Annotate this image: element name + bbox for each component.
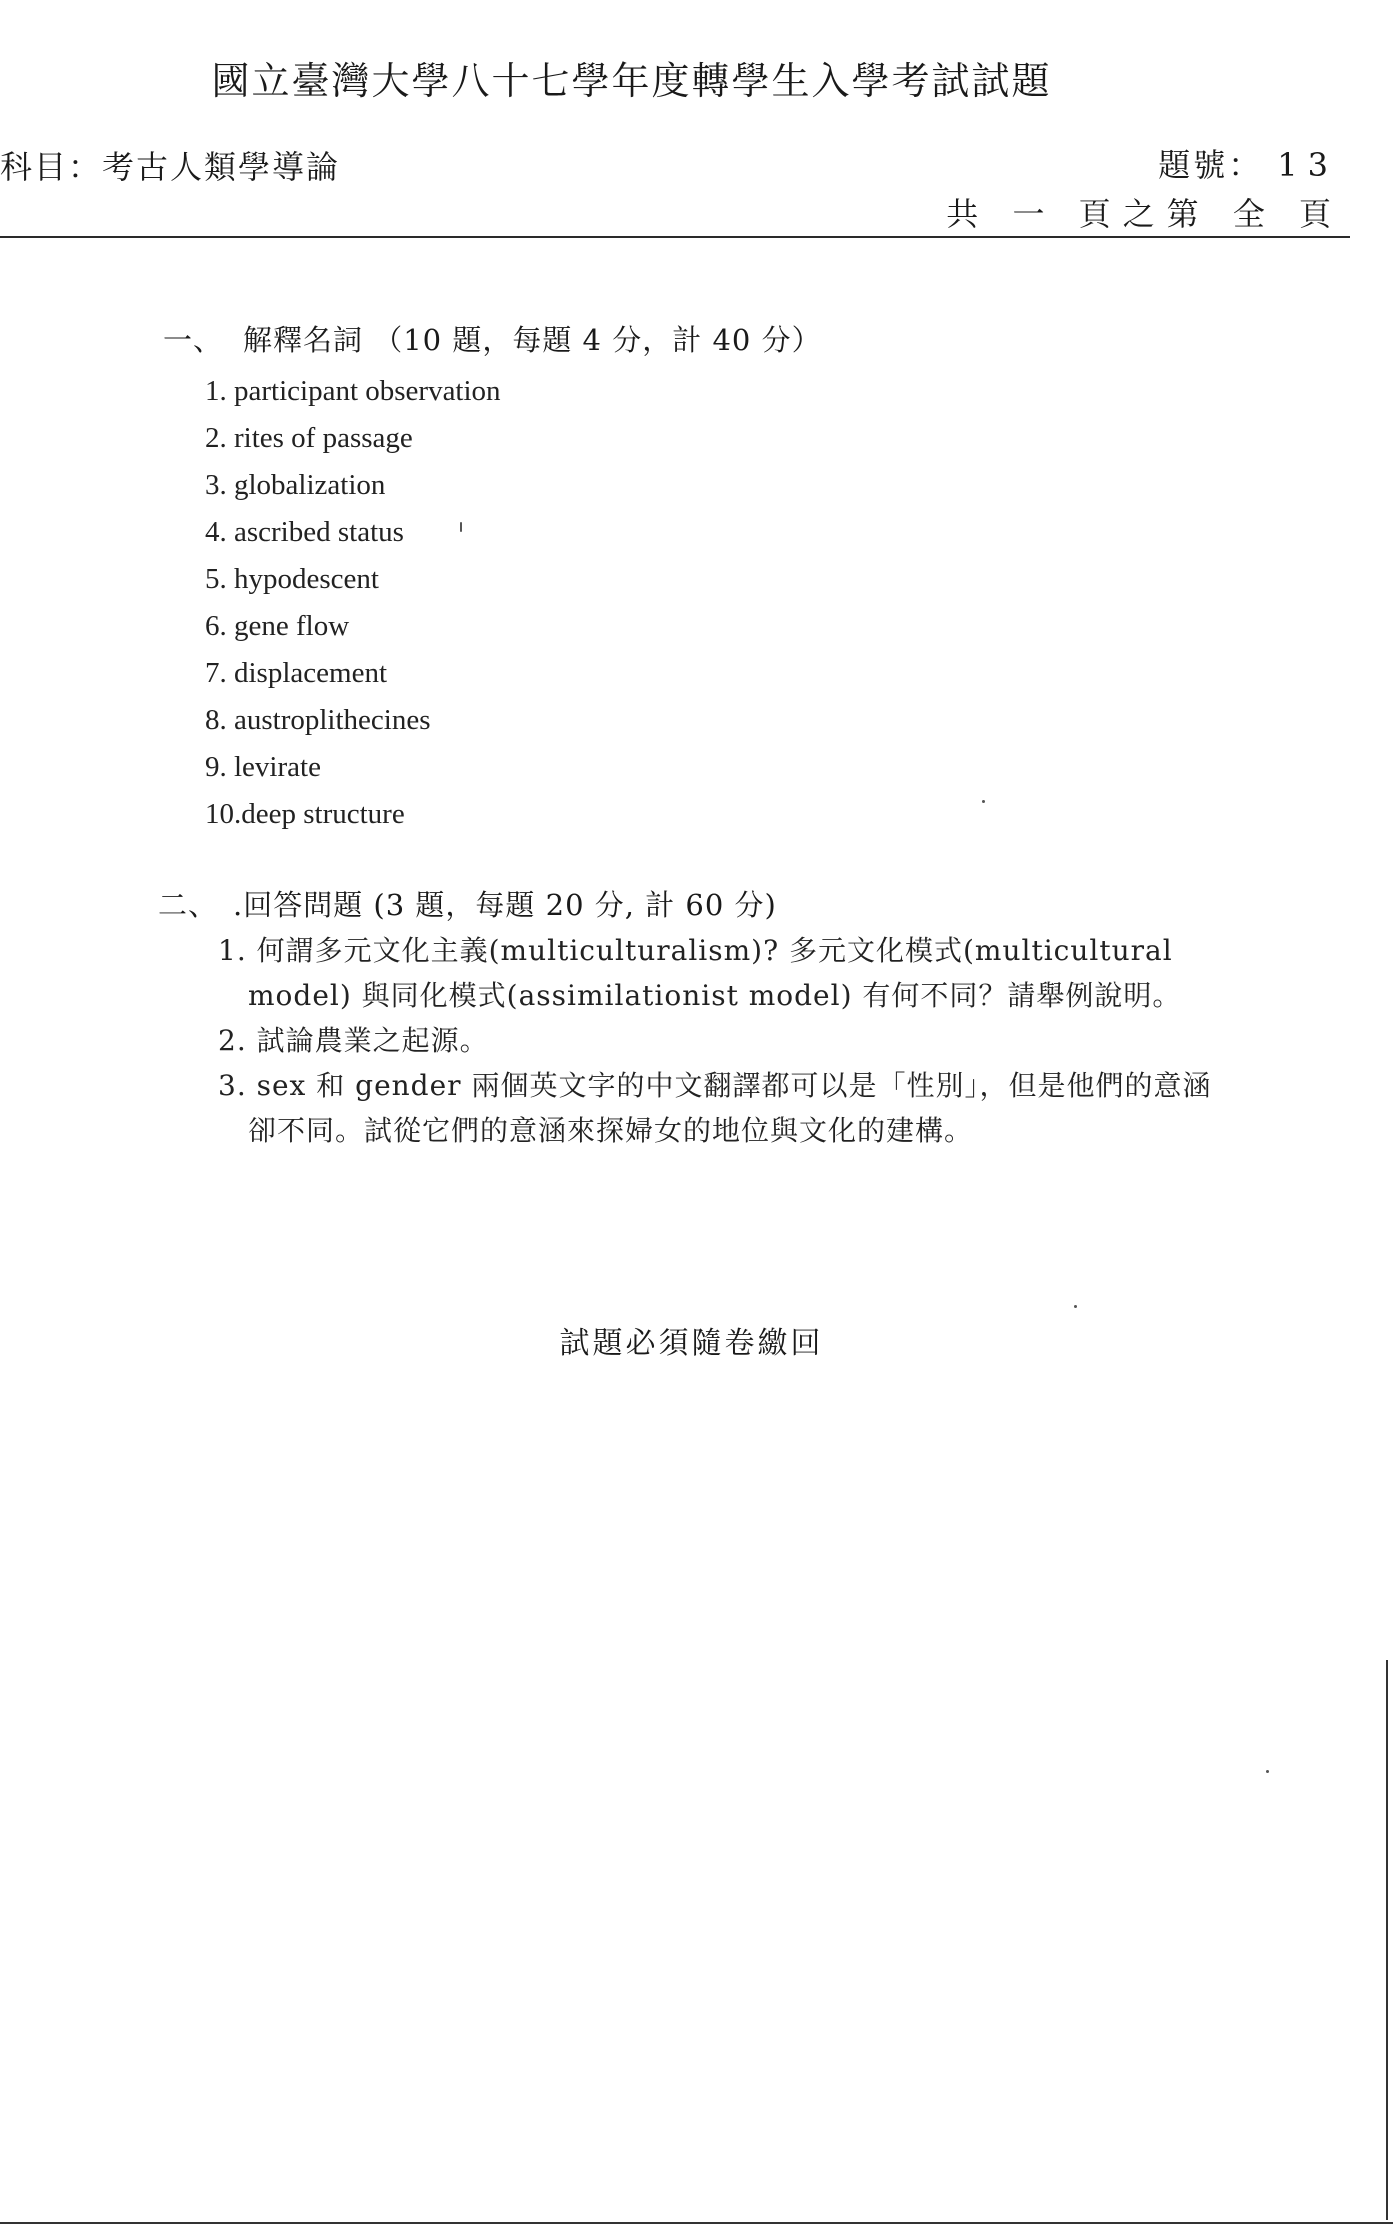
question-number-value: 13: [1277, 146, 1338, 184]
list-item: 7. displacement: [205, 657, 388, 689]
scan-speck: [982, 800, 985, 803]
footer-note: 試題必須隨卷繳回: [559, 1326, 824, 1361]
subject-label: 科目：: [0, 148, 103, 186]
subject-line: [0, 142, 340, 188]
section-2-title: .回答問題 (3 題，每題 20 分, 計 60 分): [233, 888, 777, 922]
questions-list: [218, 928, 1211, 1153]
section-1-heading: [163, 318, 822, 359]
question-line: 2. 試論農業之起源。: [218, 1024, 489, 1057]
list-item: 3. globalization: [205, 469, 386, 501]
section-1-number: 一、: [163, 323, 224, 357]
question-line-continued: 卻不同。試從它們的意涵來探婦女的地位與文化的建構。: [248, 1114, 974, 1147]
list-item: 5. hypodescent: [205, 563, 379, 595]
question-number-label: 題號：: [1158, 146, 1264, 184]
section-2-heading: [158, 883, 777, 924]
question-item: [218, 1018, 1211, 1063]
list-item: 9. levirate: [205, 751, 321, 783]
list-item: 4. ascribed status: [205, 516, 404, 548]
question-line: 3. sex 和 gender 兩個英文字的中文翻譯都可以是「性別」，但是他們的意涵: [218, 1069, 1212, 1102]
list-item: 2. rites of passage: [205, 422, 413, 454]
section-2-number: 二、: [158, 888, 219, 922]
list-item: 1. participant observation: [205, 375, 501, 407]
question-line: 1. 何謂多元文化主義(multiculturalism)? 多元文化模式(multicultural: [218, 934, 1173, 967]
section-1-title: 解釋名詞 （10 題，每題 4 分，計 40 分）: [243, 323, 822, 357]
list-item: 8. austroplithecines: [205, 704, 431, 736]
scan-speck: [460, 522, 462, 532]
terms-list: [205, 368, 501, 838]
question-line-continued: model) 與同化模式(assimilationist model) 有何不同？請舉例說明。: [248, 979, 1182, 1012]
question-item: [218, 1063, 1211, 1153]
subject-value: 考古人類學導論: [102, 148, 341, 186]
scan-speck: [1266, 1770, 1269, 1773]
scan-speck: [1074, 1305, 1077, 1308]
header-divider: [0, 236, 1350, 238]
list-item: 6. gene flow: [205, 610, 350, 642]
exam-title: 國立臺灣大學八十七學年度轉學生入學考試試題: [211, 59, 1052, 103]
question-number: [1158, 140, 1338, 186]
question-item: [218, 928, 1211, 1018]
bottom-divider: [0, 2222, 1393, 2224]
list-item: 10.deep structure: [205, 798, 405, 830]
page-count: 共 一 頁之第 全 頁: [946, 195, 1343, 233]
scan-edge-line: [1386, 1660, 1388, 2220]
